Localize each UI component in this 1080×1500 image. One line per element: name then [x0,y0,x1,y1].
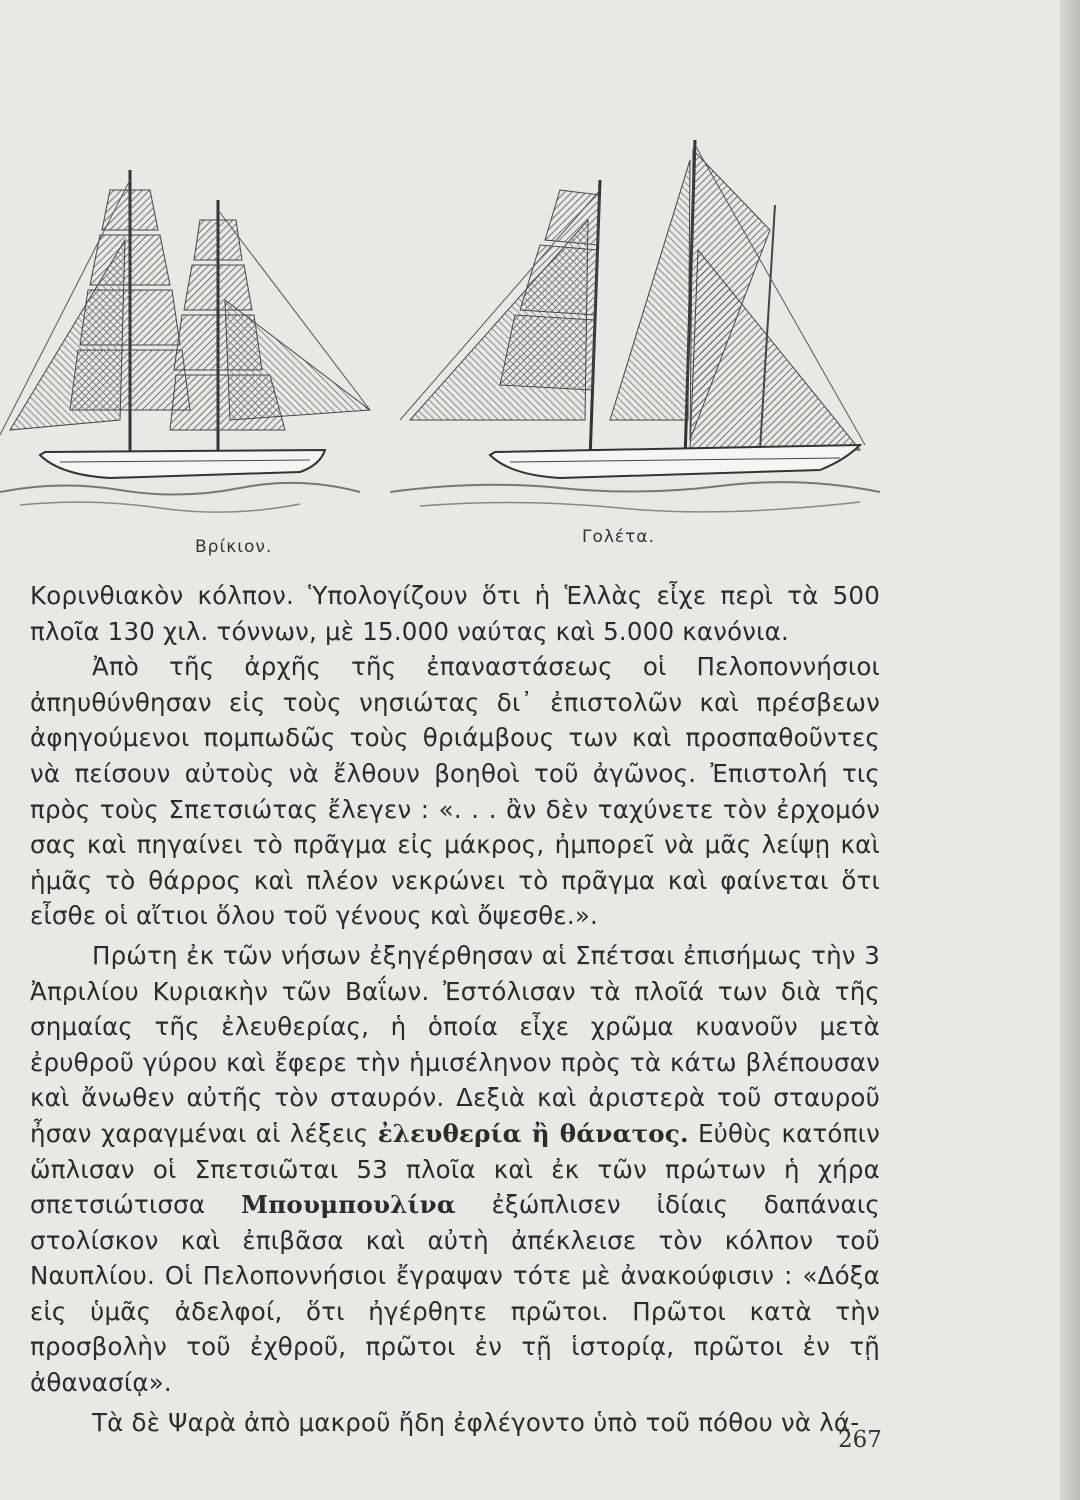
caption-brig: Βρίκιον. [195,537,273,557]
ships-illustration [0,120,900,540]
body-text [30,578,880,1440]
brig-drawing [0,170,370,512]
paragraph-2: Ἀπὸ τῆς ἀρχῆς τῆς ἐπαναστάσεως οἱ Πελοποννήσιοι ἀπηυθύνθησαν εἰς τοὺς νησιώτας δι᾽ ἐπιστολῶν καὶ πρέσβεων ἀφηγούμενοι πομπωδῶς τοὺς θριάμβους των καὶ προσπαθοῦντες νὰ πείσουν αὐτοὺς νὰ ἔλθουν βοηθοὶ τοῦ ἀγῶνος. Ἐπιστολή τις πρὸς τοὺς Σπετσιώτας ἔλεγεν : «. . . ἂν δὲν ταχύνετε τὸν ἐρχομόν σας καὶ πηγαίνει τὸ πρᾶγμα εἰς μάκρος, ἠμπορεῖ νὰ μᾶς λείψῃ καὶ ἡμᾶς τὸ θάρρος καὶ πλέον νεκρώνει τὸ πρᾶγμα καὶ φαίνεται ὅτι εἶσθε οἱ αἴτιοι ὅλου τοῦ γένους καὶ ὄψεσθε.». [30,652,880,931]
page-number: 267 [838,1427,882,1453]
paragraph-4: Τὰ δὲ Ψαρὰ ἀπὸ μακροῦ ἤδη ἐφλέγοντο ὑπὸ τοῦ πόθου νὰ λά- [92,1407,860,1437]
paragraph-1: Κορινθιακὸν κόλπον. Ὑπολογίζουν ὅτι ἡ Ἑλλὰς εἶχε περὶ τὰ 500 πλοῖα 130 χιλ. τόννων, μὲ 15.000 ναύτας καὶ 5.000 κανόνια. [30,581,880,646]
page-edge [1060,0,1080,1500]
motto-bold: ἐλευθερία ἢ θάνατος. [377,1118,689,1148]
paragraph-3-part-c: ἐξώπλισεν ἰδίαις δαπάναις στολίσκον καὶ ἐπιβᾶσα καὶ αὐτὴ ἀπέκλεισε τὸν κόλπον τοῦ Ναυπλίου. Οἱ Πελοποννήσιοι ἔγραψαν τότε μὲ ἀνακούφισιν : «Δόξα εἰς ὑμᾶς ἀδελφοί, ὅτι ἠγέρθητε πρῶτοι. Πρῶτοι κατὰ τὴν προσβολὴν τοῦ ἐχθροῦ, πρῶτοι ἐν τῇ ἱστορίᾳ, πρῶτοι ἐν τῇ ἀθανασίᾳ». [30,1190,880,1398]
caption-schooner: Γολέτα. [582,527,655,547]
paragraph-3 [30,938,880,1401]
bouboulina-bold: Μπουμπουλίνα [240,1190,456,1220]
schooner-drawing [390,140,880,512]
paragraph-3-part-a: Πρώτη ἐκ τῶν νήσων ἐξηγέρθησαν αἱ Σπέτσαι ἐπισήμως τὴν 3 Ἀπριλίου Κυριακὴν τῶν Βαΐων. Ἐστόλισαν τὰ πλοῖά των διὰ τῆς σημαίας τῆς ἐλευθερίας, ἡ ὁποία εἶχε χρῶμα κυανοῦν μετὰ ἐρυθροῦ γύρου καὶ ἔφερε τὴν ἡμισέληνον πρὸς τὰ κάτω βλέπουσαν καὶ ἄνωθεν αὐτῆς τὸν σταυρόν. Δεξιὰ καὶ ἀριστερὰ τοῦ σταυροῦ ἦσαν χαραγμέναι αἱ λέξεις [30,940,880,1148]
paragraph-3-part-b: Εὐθὺς κατόπιν ὥπλισαν οἱ Σπετσιῶται 53 πλοῖα καὶ ἐκ τῶν πρώτων ἡ χήρα σπετσιώτισσα [30,1118,880,1220]
